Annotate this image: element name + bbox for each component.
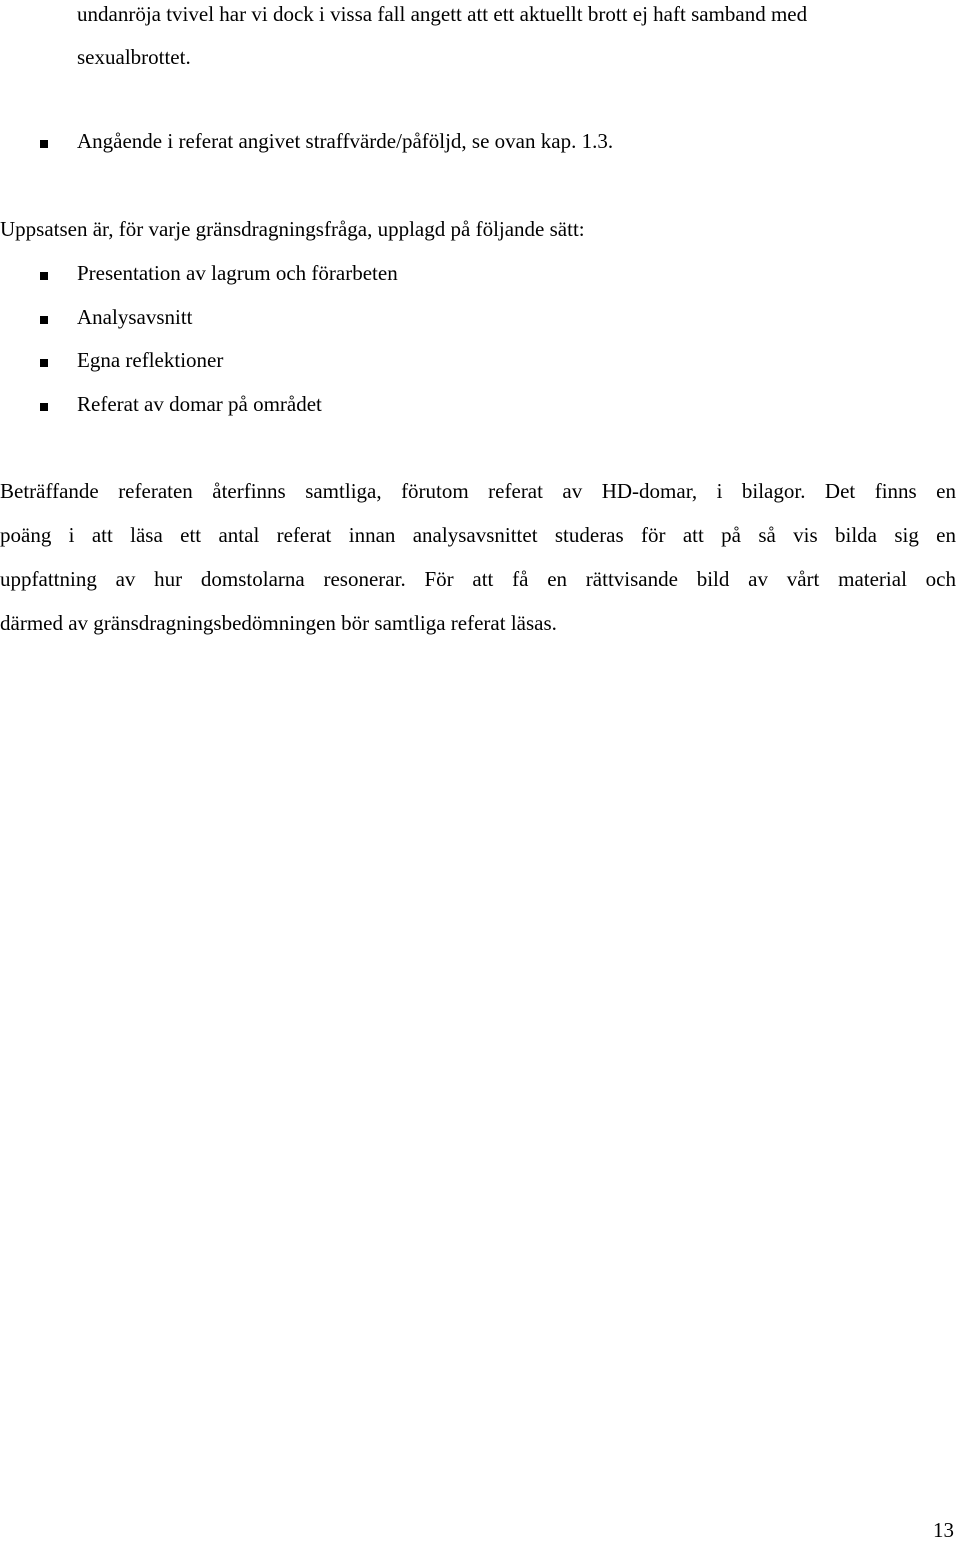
first-bullet-item <box>0 129 960 158</box>
list-item <box>0 392 960 421</box>
list-item-text: Presentation av lagrum och förarbeten <box>77 261 398 285</box>
square-bullet-icon <box>40 316 48 324</box>
paragraph-line: Beträffande referaten återfinns samtliga, förutom referat av HD-domar, i bilagor. Det finns en <box>0 479 956 503</box>
square-bullet-icon <box>40 403 48 411</box>
list-item-text: Referat av domar på området <box>77 392 322 416</box>
list-item-text: Analysavsnitt <box>77 305 193 329</box>
intro-line-1: undanröja tvivel har vi dock i vissa fall angett att ett aktuellt brott ej haft samband med <box>77 2 808 26</box>
square-bullet-icon <box>40 140 48 148</box>
list-item <box>0 305 960 334</box>
structure-heading: Uppsatsen är, för varje gränsdragningsfråga, upplagd på följande sätt: <box>0 217 585 241</box>
intro-line-2: sexualbrottet. <box>77 45 191 69</box>
closing-paragraph <box>0 469 956 645</box>
page-number: 13 <box>933 1518 954 1542</box>
list-item <box>0 348 960 377</box>
paragraph-line: uppfattning av hur domstolarna resonerar. För att få en rättvisande bild av vårt material och <box>0 567 956 591</box>
first-bullet-text: Angående i referat angivet straffvärde/påföljd, se ovan kap. 1.3. <box>77 129 614 153</box>
square-bullet-icon <box>40 272 48 280</box>
square-bullet-icon <box>40 359 48 367</box>
paragraph-line: därmed av gränsdragningsbedömningen bör samtliga referat läsas. <box>0 611 557 635</box>
list-item <box>0 261 960 290</box>
paragraph-line: poäng i att läsa ett antal referat innan analysavsnittet studeras för att på så vis bilda sig en <box>0 523 956 547</box>
list-item-text: Egna reflektioner <box>77 348 224 372</box>
